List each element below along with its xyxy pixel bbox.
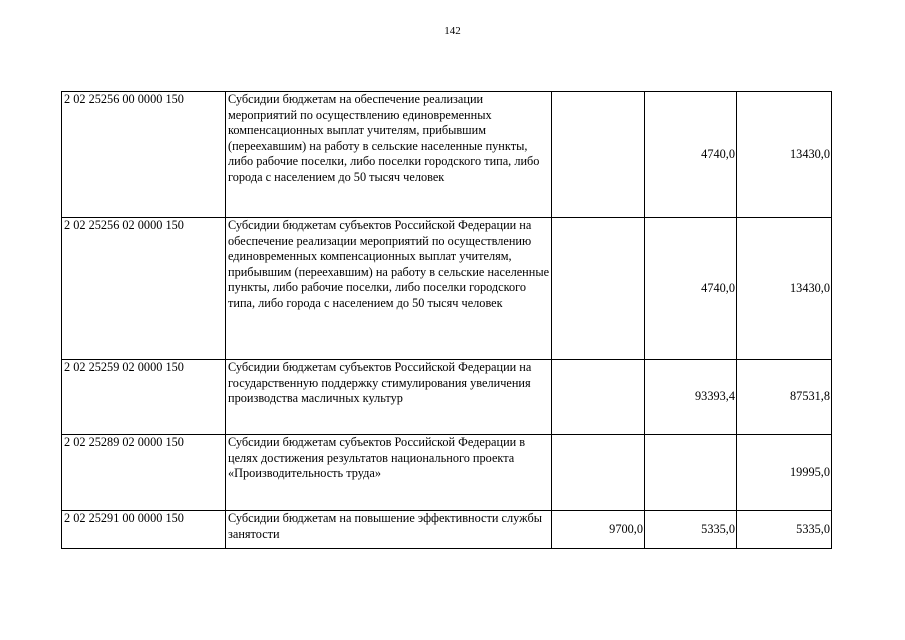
table-row (62, 435, 832, 511)
table-row (62, 360, 832, 435)
amount-col-2: 5335,0 (645, 511, 737, 549)
amount-col-2: 4740,0 (645, 218, 737, 360)
revenue-name: Субсидии бюджетам субъектов Российской Федерации на обеспечение реализации мероприятий по осуществлению единовременных компенсационных выплат учителям, прибывшим (переехавшим) на работу в сельские населенные пункты, либо рабочие поселки, либо поселки городского типа, либо города с населением до 50 тысяч человек (226, 218, 552, 360)
amount-col-1: 9700,0 (552, 511, 645, 549)
revenue-name: Субсидии бюджетам на обеспечение реализации мероприятий по осуществлению единовременных компенсационных выплат учителям, прибывшим (переехавшим) на работу в сельские населенные пункты, либо рабочие поселки, либо поселки городского типа, либо города с населением до 50 тысяч человек (226, 92, 552, 218)
revenue-name: Субсидии бюджетам субъектов Российской Федерации в целях достижения результатов национального проекта «Производительность труда» (226, 435, 552, 511)
budget-table (61, 91, 832, 549)
budget-code: 2 02 25291 00 0000 150 (62, 511, 226, 549)
budget-code: 2 02 25259 02 0000 150 (62, 360, 226, 435)
budget-code: 2 02 25256 00 0000 150 (62, 92, 226, 218)
amount-col-3: 13430,0 (737, 92, 832, 218)
budget-code: 2 02 25256 02 0000 150 (62, 218, 226, 360)
amount-col-2 (645, 435, 737, 511)
amount-col-1 (552, 92, 645, 218)
amount-col-3: 13430,0 (737, 218, 832, 360)
amount-col-1 (552, 360, 645, 435)
amount-col-3: 5335,0 (737, 511, 832, 549)
table-row (62, 92, 832, 218)
budget-code: 2 02 25289 02 0000 150 (62, 435, 226, 511)
amount-col-1 (552, 218, 645, 360)
page-number: 142 (444, 25, 461, 37)
amount-col-2: 93393,4 (645, 360, 737, 435)
table-row (62, 218, 832, 360)
revenue-name: Субсидии бюджетам субъектов Российской Федерации на государственную поддержку стимулирования увеличения производства масличных культур (226, 360, 552, 435)
amount-col-3: 19995,0 (737, 435, 832, 511)
table-row (62, 511, 832, 549)
amount-col-1 (552, 435, 645, 511)
revenue-name: Субсидии бюджетам на повышение эффективности службы занятости (226, 511, 552, 549)
amount-col-2: 4740,0 (645, 92, 737, 218)
amount-col-3: 87531,8 (737, 360, 832, 435)
